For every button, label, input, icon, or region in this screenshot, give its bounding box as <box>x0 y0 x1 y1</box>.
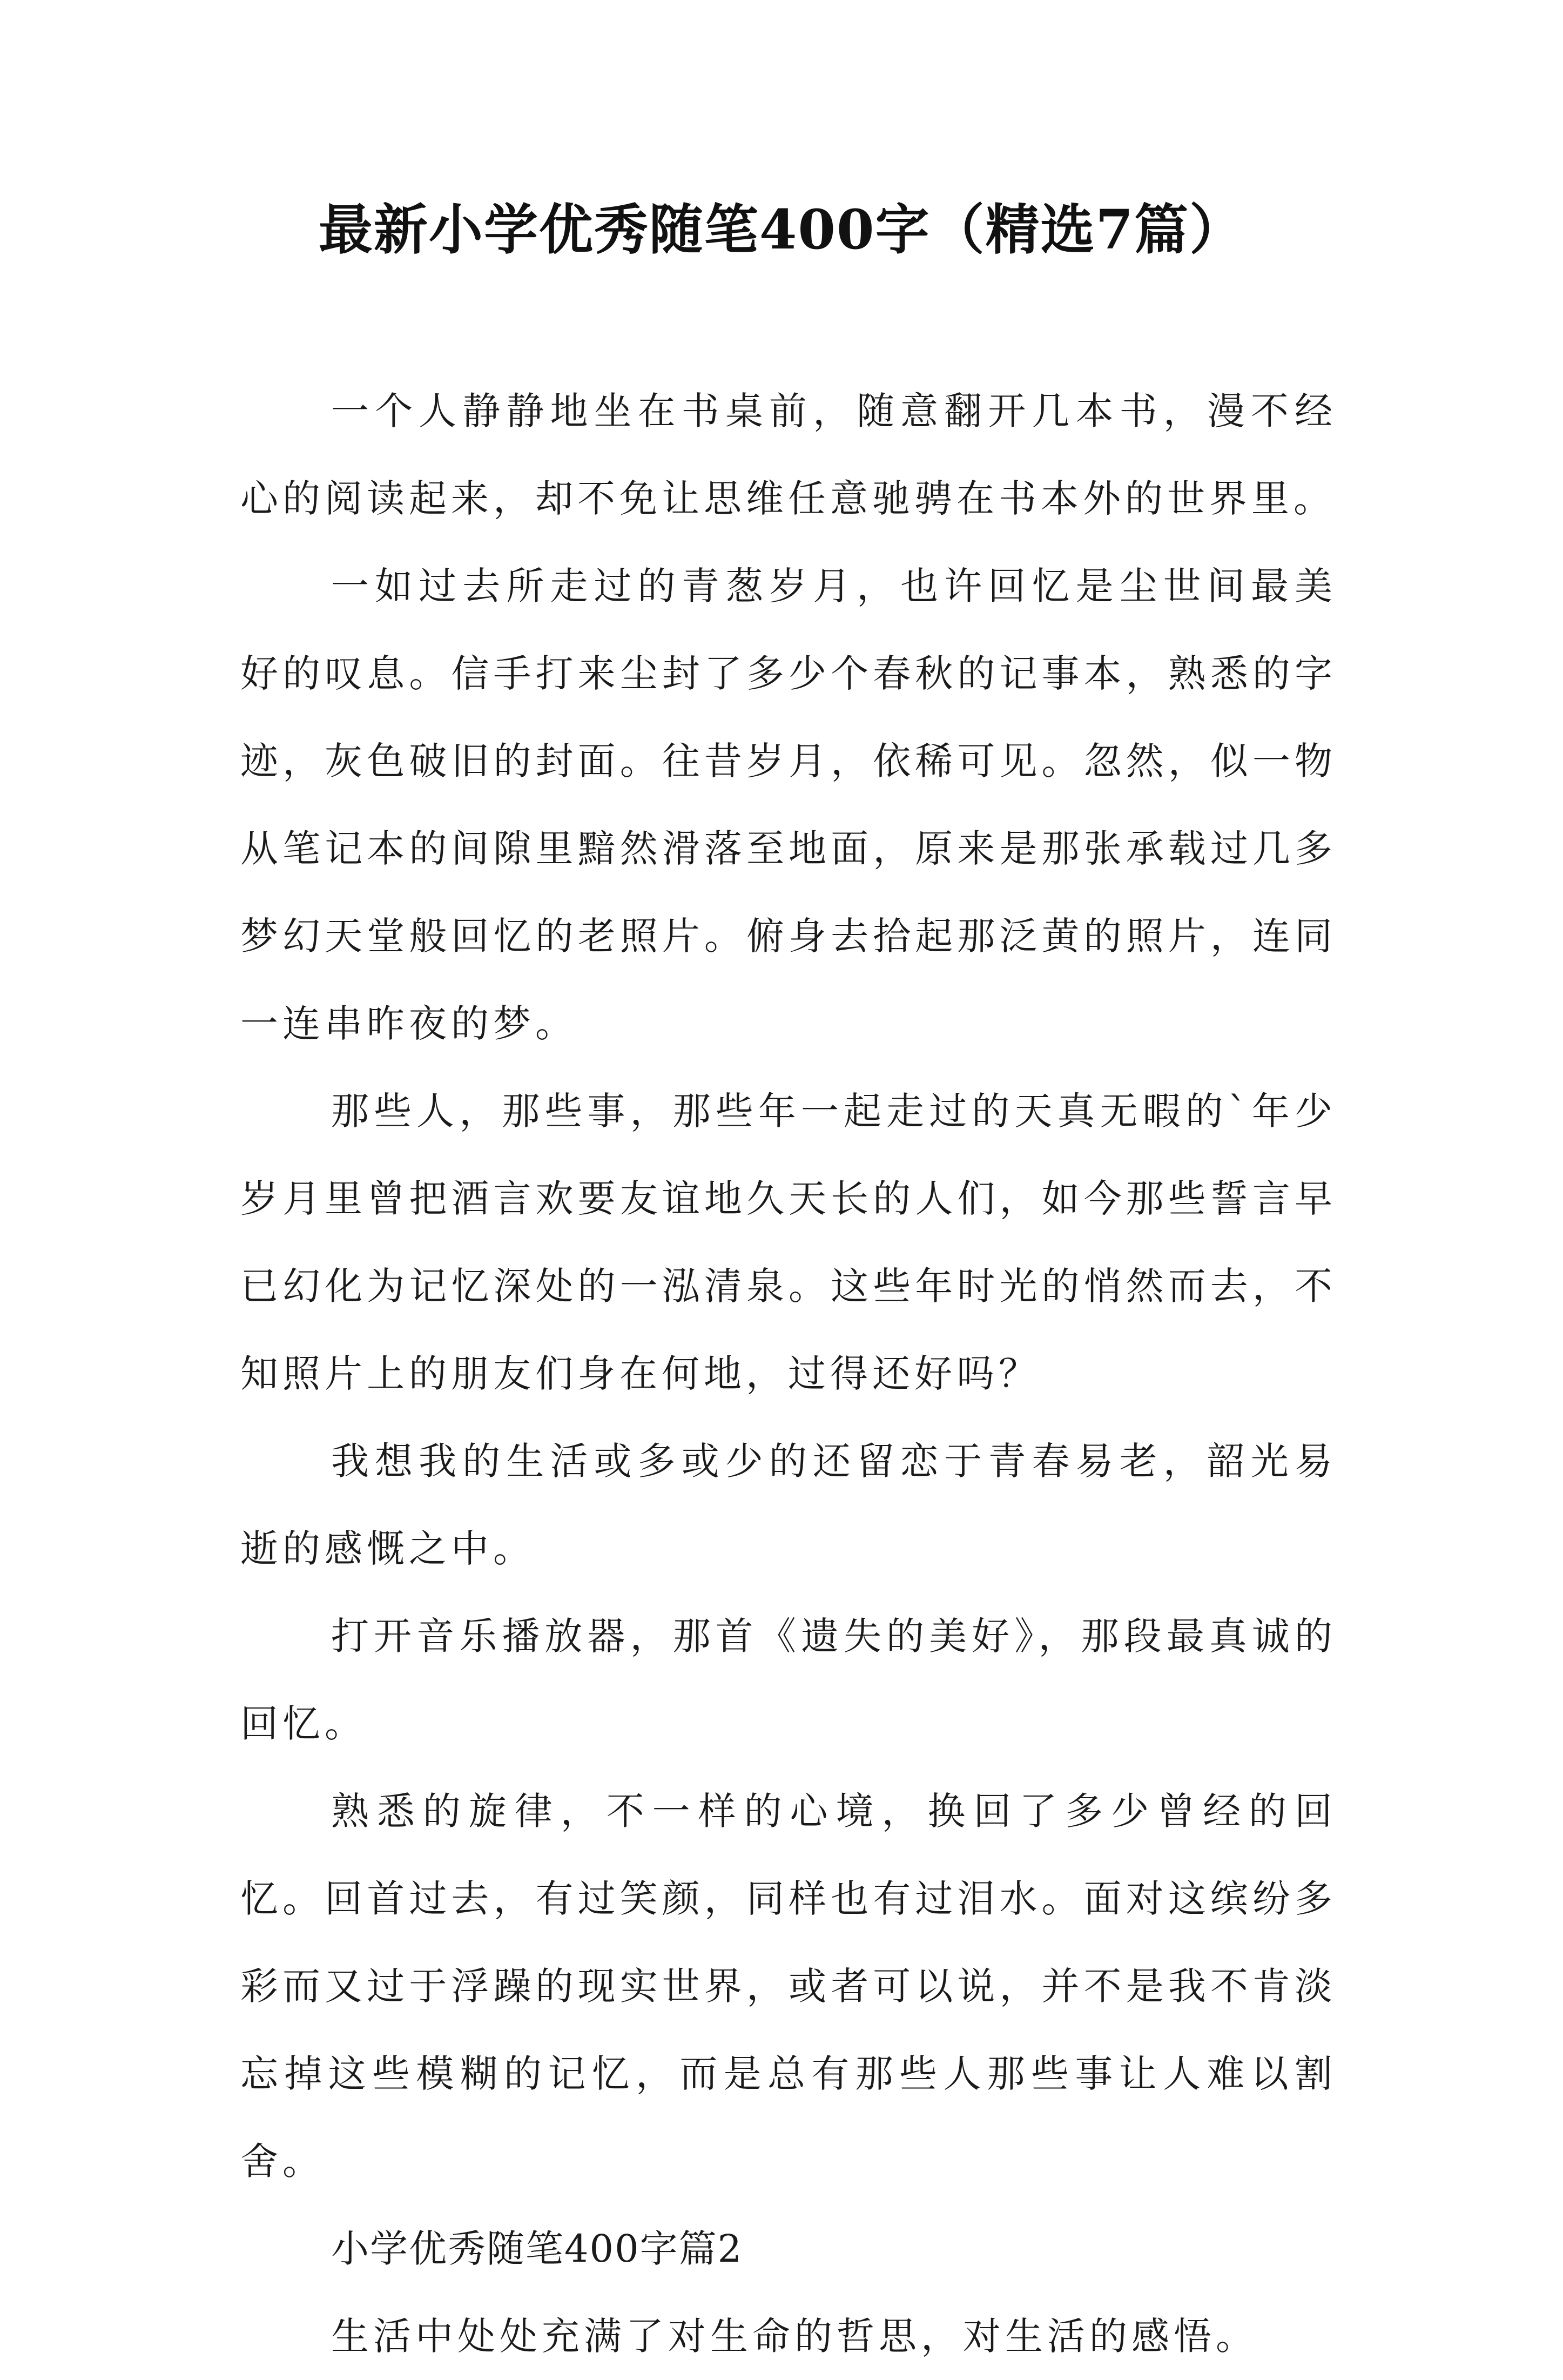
paragraph-5: 打开音乐播放器，那首《遗失的美好》，那段最真诚的回忆。 <box>240 1614 1337 1746</box>
paragraph-3: 那些人，那些事，那些年一起走过的天真无暇的`年少岁月里曾把酒言欢要友谊地久天长的人们，如今那些誓言早已幻化为记忆深处的一泓清泉。这些年时光的悄然而去，不知照片上的朋友们身在何地，过得还好吗？ <box>240 1089 1337 1396</box>
paragraph-4: 我想我的生活或多或少的还留恋于青春易老，韶光易逝的感慨之中。 <box>240 1439 1337 1571</box>
section-2-paragraph-1: 生活中处处充满了对生命的哲思，对生活的感悟。 <box>331 2314 1258 2358</box>
section-2-heading: 小学优秀随笔400字篇2 <box>331 2227 743 2271</box>
paragraph-2: 一如过去所走过的青葱岁月，也许回忆是尘世间最美好的叹息。信手打来尘封了多少个春秋的记事本，熟悉的字迹，灰色破旧的封面。往昔岁月，依稀可见。忽然，似一物从笔记本的间隙里黯然滑落至地面，原来是那张承载过几多梦幻天堂般回忆的老照片。俯身去拾起那泛黄的照片，连同一连串昨夜的梦。 <box>240 564 1337 1046</box>
document-body <box>240 367 1337 2380</box>
paragraph-1: 一个人静静地坐在书桌前，随意翻开几本书，漫不经心的阅读起来，却不免让思维任意驰骋在书本外的世界里。 <box>240 389 1337 521</box>
paragraph-6: 熟悉的旋律，不一样的心境，换回了多少曾经的回忆。回首过去，有过笑颜，同样也有过泪水。面对这缤纷多彩而又过于浮躁的现实世界，或者可以说，并不是我不肯淡忘掉这些模糊的记忆，而是总有那些人那些事让人难以割舍。 <box>240 1789 1337 2183</box>
document-title: 最新小学优秀随笔400字（精选7篇） <box>318 198 1245 261</box>
